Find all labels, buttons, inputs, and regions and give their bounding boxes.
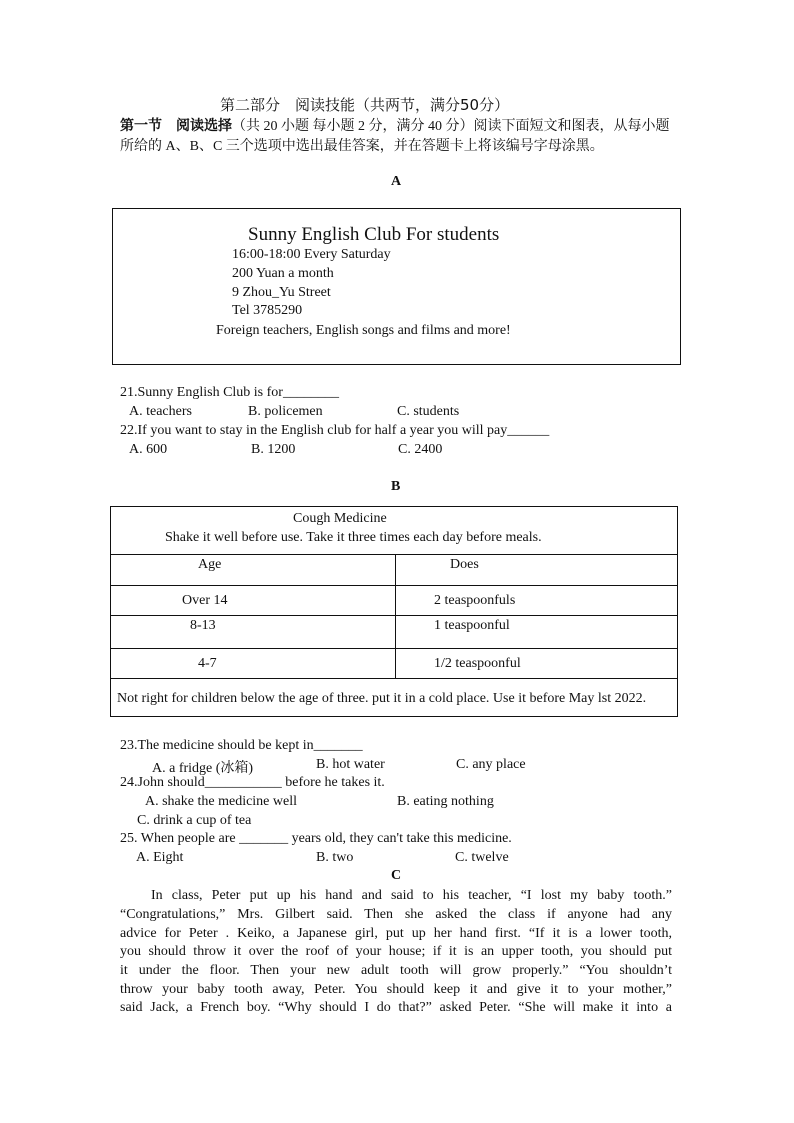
- age-value: 4-7: [198, 655, 217, 671]
- medicine-instruction: Shake it well before use. Take it three times each day before meals.: [165, 530, 542, 545]
- q22-option-b: B. 1200: [251, 442, 296, 457]
- age-value: Over 14: [182, 592, 228, 608]
- table-note-row: [111, 679, 678, 717]
- medicine-note: Not right for children below the age of three. put it in a cold place. Use it before May lst 2022.: [117, 690, 647, 706]
- dose-value: 1/2 teaspoonful: [434, 655, 521, 671]
- passage-c-line: you should throw it over the roof of your house; if it is an upper tooth, you should put: [120, 944, 672, 959]
- q21-option-c: C. students: [397, 404, 460, 419]
- passage-c-line: “Congratulations,” Mrs. Gilbert said. Then she asked the class if anyone had any: [120, 907, 672, 922]
- table-row: [111, 616, 678, 649]
- question-25: 25. When people are _______ years old, they can't take this medicine.: [120, 831, 512, 846]
- table-note-cell: [111, 679, 678, 717]
- q23-option-b: B. hot water: [316, 757, 385, 772]
- q23-option-a: A. a fridge (冰箱): [152, 761, 254, 776]
- q24-option-c: C. drink a cup of tea: [137, 813, 252, 828]
- table-cell: [396, 586, 678, 616]
- section-heading: 第一节 阅读选择: [120, 118, 232, 134]
- q21-option-a: A. teachers: [129, 404, 192, 419]
- medicine-title: Cough Medicine: [293, 511, 387, 526]
- passage-b-label: B: [391, 479, 401, 494]
- table-cell: [396, 555, 678, 586]
- header-does: Does: [450, 557, 479, 572]
- ad-title: Sunny English Club For students: [248, 224, 500, 245]
- q24-option-a: A. shake the medicine well: [145, 794, 298, 809]
- table-cell: [111, 586, 396, 616]
- table-cell: [396, 616, 678, 649]
- q25-option-c: C. twelve: [455, 850, 509, 865]
- passage-a-label: A: [391, 174, 402, 189]
- passage-c-line: it under the floor. Then your new adult tooth will grow properly.” “You shouldn’t: [120, 963, 672, 978]
- passage-c-line: said Jack, a French boy. “Why should I do that?” asked Peter. “She will make it into a: [120, 1000, 672, 1015]
- age-value: 8-13: [190, 618, 216, 633]
- table-row: [111, 649, 678, 679]
- q22-option-a: A. 600: [129, 442, 168, 457]
- table-title-cell: [111, 507, 678, 555]
- passage-c-line: throw your baby tooth away, Peter. You should keep it and give it to your mother,”: [120, 982, 672, 997]
- header-age: Age: [198, 557, 222, 572]
- q24-option-b: B. eating nothing: [397, 794, 494, 809]
- ad-price: 200 Yuan a month: [232, 266, 334, 281]
- section-instructions: （共 20 小题 每小题 2 分，满分 40 分）阅读下面短文和图表，从每小题所给的 A、B、C 三个选项中选出最佳答案，并在答题卡上将该编号字母涂黑。: [120, 119, 670, 154]
- ad-tel: Tel 3785290: [232, 303, 303, 318]
- q25-option-b: B. two: [316, 850, 354, 865]
- q22-option-c: C. 2400: [398, 442, 443, 457]
- table-row: [111, 586, 678, 616]
- passage-c-line: In class, Peter put up his hand and said to his teacher, “I lost my baby tooth.”: [151, 888, 672, 903]
- dose-value: 2 teaspoonfuls: [434, 592, 516, 608]
- part-title: 第二部分 阅读技能（共两节，满分50分）: [220, 96, 510, 114]
- table-cell: [111, 649, 396, 679]
- section-intro: [120, 116, 680, 157]
- passage-c-line: advice for Peter . Keiko, a Japanese girl, put up her hand first. “If it is a lower tooth,: [120, 926, 672, 941]
- q23-option-c: C. any place: [456, 757, 526, 772]
- question-22: 22.If you want to stay in the English club for half a year you will pay______: [120, 423, 550, 438]
- table-row: [111, 555, 678, 586]
- passage-c-label: C: [391, 868, 402, 883]
- club-advertisement: [112, 208, 681, 365]
- dose-value: 1 teaspoonful: [434, 618, 510, 633]
- ad-features: Foreign teachers, English songs and films and more!: [216, 323, 511, 338]
- table-header-row: [111, 507, 678, 555]
- ad-time: 16:00-18:00 Every Saturday: [232, 247, 391, 262]
- question-23: 23.The medicine should be kept in_______: [120, 738, 363, 753]
- q25-option-a: A. Eight: [136, 850, 184, 865]
- table-cell: [396, 649, 678, 679]
- medicine-table: [110, 506, 678, 717]
- table-cell: [111, 555, 396, 586]
- q21-option-b: B. policemen: [248, 404, 323, 419]
- question-21: 21.Sunny English Club is for________: [120, 385, 339, 400]
- ad-address: 9 Zhou_Yu Street: [232, 285, 331, 300]
- question-24: 24.John should___________ before he takes it.: [120, 775, 385, 790]
- table-cell: [111, 616, 396, 649]
